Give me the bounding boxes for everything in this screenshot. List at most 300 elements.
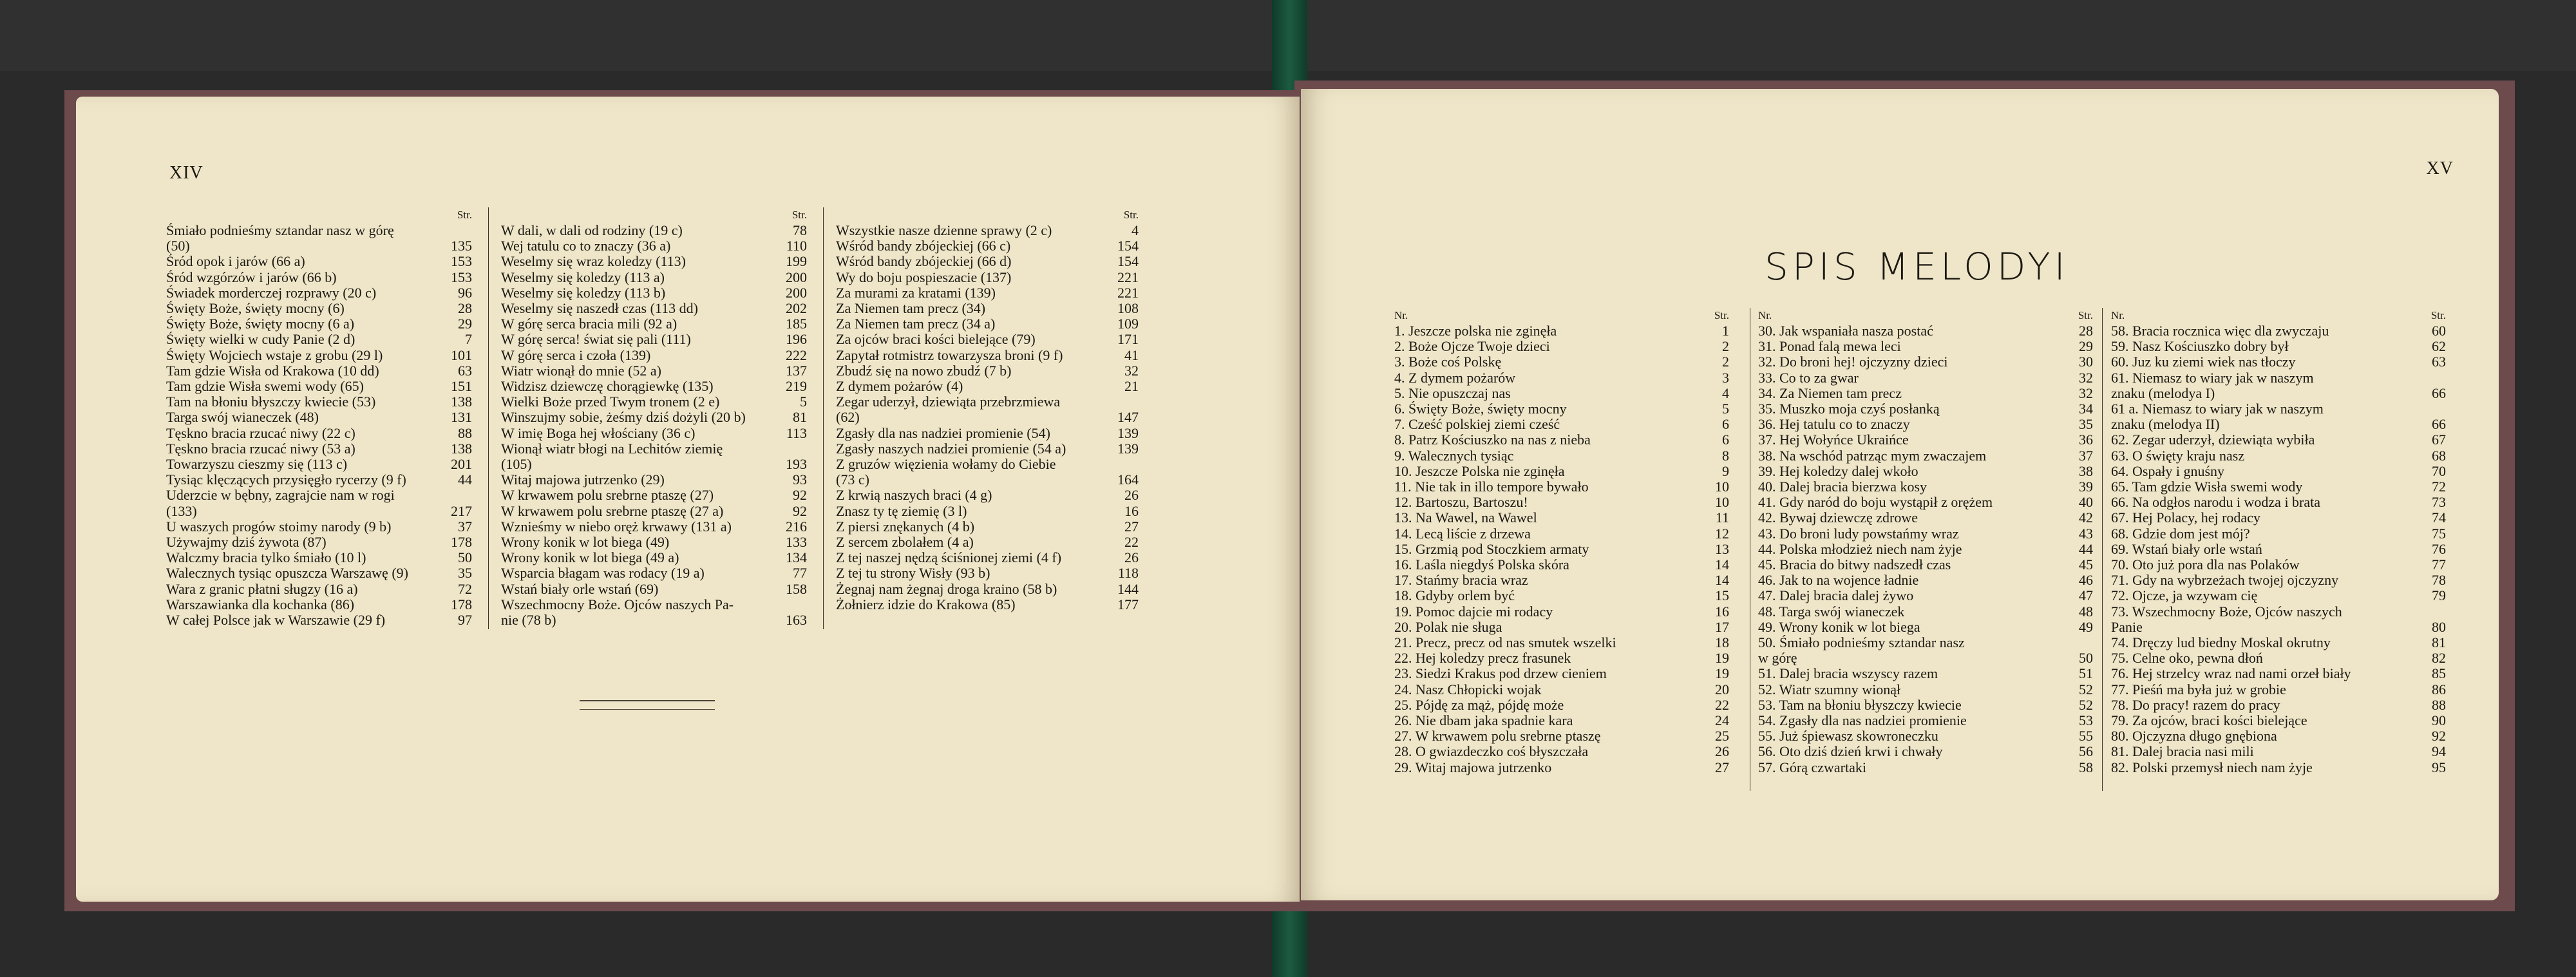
entry-page: 32 [2079, 369, 2093, 386]
entry-page: 37 [2079, 447, 2093, 464]
entry-title: Z krwią naszych braci (4 g) [836, 488, 992, 504]
entry-page: 85 [2432, 665, 2446, 682]
index-entry [501, 348, 807, 363]
index-entry [2111, 760, 2446, 775]
index-entry [501, 597, 807, 612]
index-entry [1758, 650, 2093, 666]
entry-page: 10 [1715, 494, 1729, 511]
index-entry [166, 597, 472, 612]
entry-title: Zgasły dla nas nadziei promienie (54) [836, 425, 1050, 441]
index-entry [1394, 339, 1729, 354]
entry-page: 178 [451, 596, 472, 612]
entry-page: 43 [2079, 525, 2093, 542]
index-entry [2111, 323, 2446, 339]
entry-title: Wionął wiatr błogi na Lechitów ziemię [501, 441, 723, 457]
entry-title: 50. Śmiało podnieśmy sztandar nasz [1758, 635, 1965, 651]
entry-title: Wrony konik w lot biega (49 a) [501, 550, 679, 566]
entry-title: 68. Gdzie dom jest mój? [2111, 526, 2250, 542]
entry-page: 1 [1722, 323, 1729, 339]
entry-page: 22 [1715, 696, 1729, 713]
index-entry [1394, 713, 1729, 728]
entry-page: 52 [2079, 696, 2093, 713]
index-entry [1758, 370, 2093, 386]
entry-title: Z piersi znękanych (4 b) [836, 518, 975, 535]
entry-title: Wśród bandy zbójeckiej (66 d) [836, 254, 1012, 270]
entry-title: Wara z granic płatni sługzy (16 a) [166, 581, 358, 597]
entry-page: 14 [1715, 572, 1729, 589]
entry-page: 19 [1715, 665, 1729, 682]
index-column-2 [501, 207, 807, 628]
entry-page: 15 [1715, 587, 1729, 604]
entry-title: Święty Boże, święty mocny (6 a) [166, 316, 355, 332]
entry-title: Znasz ty tę ziemię (3 l) [836, 503, 967, 519]
entry-page: 113 [786, 424, 807, 441]
index-entry [2111, 495, 2446, 510]
entry-title: 55. Już śpiewasz skowroneczku [1758, 728, 1938, 745]
col-header: Str. [1123, 209, 1139, 221]
entry-page: 171 [1117, 331, 1139, 348]
index-entry [1394, 401, 1729, 417]
entry-title: Wiatr wionął do mnie (52 a) [501, 363, 661, 379]
index-entry [1394, 635, 1729, 650]
index-entry [2111, 464, 2446, 479]
index-entry [1758, 510, 2093, 526]
index-entry [836, 348, 1139, 363]
index-entry [2111, 479, 2446, 495]
index-entry [1394, 370, 1729, 386]
col-header: Str. [457, 209, 472, 221]
entry-page: 36 [2079, 432, 2093, 448]
index-entry [501, 472, 807, 488]
index-entry [1394, 573, 1729, 588]
index-entry [836, 426, 1139, 441]
index-entry [1758, 464, 2093, 479]
index-entry [2111, 510, 2446, 526]
entry-title: Wy do boju pospieszacie (137) [836, 269, 1012, 285]
entry-page: 56 [2079, 743, 2093, 760]
index-entry [166, 316, 472, 332]
entry-title: 54. Zgasły dla nas nadziei promienie [1758, 713, 1967, 729]
index-entry [501, 363, 807, 379]
entry-page: 94 [2432, 743, 2446, 760]
index-entry [166, 363, 472, 379]
entry-title: Z gruzów więzienia wołamy do Ciebie [836, 457, 1056, 473]
entry-title: 2. Boże Ojcze Twoje dzieci [1394, 339, 1550, 355]
entry-page: 97 [458, 612, 472, 629]
entry-title: 25. Pójdę za mąż, pójdę może [1394, 697, 1564, 713]
index-entry [501, 441, 807, 457]
index-entry [1758, 682, 2093, 697]
entry-title: Winszujmy sobie, żeśmy dziś dożyli (20 b) [501, 410, 746, 426]
index-entry [166, 270, 472, 285]
entry-title: Zegar uderzył, dziewiąta przebrzmiewa [836, 394, 1061, 410]
entry-page: 52 [2079, 681, 2093, 697]
index-entry [1394, 697, 1729, 713]
index-entry [166, 348, 472, 363]
entry-page: 135 [451, 238, 472, 254]
index-entry [2111, 650, 2446, 666]
index-entry [1394, 354, 1729, 370]
index-entry [1394, 386, 1729, 401]
entry-title: Żegnaj nam żegnaj droga kraino (58 b) [836, 581, 1057, 597]
entry-title: U waszych progów stoimy narody (9 b) [166, 518, 392, 535]
entry-page: 164 [1117, 471, 1139, 488]
entry-page: 118 [1117, 565, 1139, 582]
entry-page: 96 [458, 284, 472, 301]
index-entry [1394, 666, 1729, 681]
index-entry [1394, 588, 1729, 603]
left-page [76, 97, 1300, 902]
entry-title: 80. Ojczyzna długo gnębiona [2111, 728, 2277, 745]
entry-page: 78 [2432, 572, 2446, 589]
entry-page: 66 [2432, 384, 2446, 401]
index-entry [166, 379, 472, 394]
entry-page: 68 [2432, 447, 2446, 464]
entry-title: Towarzyszu cieszmy się (113 c) [166, 457, 348, 473]
entry-page: 147 [1117, 409, 1139, 426]
decorative-rule [580, 700, 715, 701]
entry-page: 44 [2079, 540, 2093, 557]
entry-page: 28 [458, 300, 472, 317]
entry-page: 139 [1117, 440, 1139, 457]
entry-title: 57. Górą czwartaki [1758, 759, 1866, 775]
index-entry [501, 535, 807, 550]
index-entry [836, 535, 1139, 550]
entry-page: 131 [451, 409, 472, 426]
index-entry [1394, 542, 1729, 557]
entry-page: 199 [786, 253, 807, 270]
entry-page: 27 [1124, 518, 1139, 535]
index-entry [501, 301, 807, 316]
entry-page: 62 [2432, 338, 2446, 355]
index-entry [501, 223, 807, 238]
melody-column-2 [1758, 308, 2093, 775]
index-entry [1758, 713, 2093, 728]
index-entry [836, 457, 1139, 472]
index-entry [2111, 339, 2446, 354]
entry-title: 37. Hej Wołyńce Ukraińce [1758, 432, 1909, 448]
entry-page: 219 [786, 378, 807, 395]
index-entry [1394, 728, 1729, 744]
entry-page: 40 [2079, 494, 2093, 511]
index-entry [1758, 666, 2093, 681]
decorative-rule [580, 709, 715, 710]
entry-page: 221 [1117, 284, 1139, 301]
entry-title: 19. Pomoc dajcie mi rodacy [1394, 603, 1553, 620]
index-entry [2111, 417, 2446, 432]
entry-title: 72. Ojcze, ja wzywam cię [2111, 588, 2258, 604]
entry-title: 79. Za ojców, braci kości bielejące [2111, 713, 2307, 729]
entry-title: 45. Bracia do bitwy nadszedł czas [1758, 557, 1951, 573]
entry-title: 40. Dalej bracia bierzwa kosy [1758, 479, 1927, 495]
entry-title: Wszystkie nasze dzienne sprawy (2 c) [836, 223, 1052, 238]
index-entry [1758, 557, 2093, 573]
entry-page: 48 [2079, 603, 2093, 620]
page-number: XV [2426, 158, 2454, 178]
index-entry [501, 332, 807, 347]
entry-title: 16. Laśla niegdyś Polska skóra [1394, 557, 1569, 573]
entry-title: Tęskno bracia rzucać niwy (22 c) [166, 425, 355, 441]
index-column-3 [836, 207, 1139, 612]
entry-title: 73. Wszechmocny Boże, Ojców naszych [2111, 603, 2342, 620]
entry-page: 55 [2079, 728, 2093, 745]
entry-title: 24. Nasz Chłopicki wojak [1394, 681, 1542, 697]
index-entry [2111, 744, 2446, 759]
entry-page: 151 [451, 378, 472, 395]
entry-title: 59. Nasz Kościuszko dobry był [2111, 339, 2289, 355]
index-entry [166, 457, 472, 472]
entry-page: 25 [1715, 728, 1729, 745]
index-entry [1394, 495, 1729, 510]
entry-title: 9. Walecznych tysiąc [1394, 448, 1514, 464]
entry-title: Używajmy dziś żywota (87) [166, 535, 327, 551]
entry-page: 88 [458, 424, 472, 441]
str-header: Str. [1714, 309, 1729, 321]
index-entry [1758, 697, 2093, 713]
index-column-1 [166, 207, 472, 628]
index-entry [2111, 526, 2446, 542]
entry-title: 66. Na odgłos narodu i wodza i brata [2111, 495, 2321, 511]
index-entry [1758, 620, 2093, 635]
entry-title: W imię Boga hej włościany (36 c) [501, 425, 696, 441]
entry-title: Wielki Boże przed Twym tronem (2 e) [501, 394, 720, 410]
entry-page: 67 [2432, 432, 2446, 448]
entry-page: 163 [786, 612, 807, 629]
entry-title: 51. Dalej bracia wszyscy razem [1758, 666, 1938, 682]
entry-title: 34. Za Niemen tam precz [1758, 385, 1902, 401]
entry-title: Tysiąc klęczących przysięgło rycerzy (9 f) [166, 472, 406, 488]
entry-page: 110 [786, 238, 807, 254]
entry-page: 34 [2079, 401, 2093, 417]
melody-column-3 [2111, 308, 2446, 775]
index-entry [1758, 573, 2093, 588]
entry-page: 6 [1722, 432, 1729, 448]
index-entry [1394, 650, 1729, 666]
entry-title: 53. Tam na błoniu błyszczy kwiecie [1758, 697, 1962, 713]
index-entry [166, 582, 472, 597]
entry-page: 63 [2432, 354, 2446, 370]
entry-page: 74 [2432, 509, 2446, 526]
entry-title: 60. Juz ku ziemi wiek nas tłoczy [2111, 354, 2296, 370]
entry-page: 26 [1124, 549, 1139, 566]
entry-page: 196 [786, 331, 807, 348]
index-entry [501, 394, 807, 410]
entry-page: 158 [786, 580, 807, 597]
entry-page: 138 [451, 440, 472, 457]
entry-title: Panie [2111, 619, 2143, 635]
entry-title: (105) [501, 457, 532, 473]
index-entry [2111, 542, 2446, 557]
entry-page: 37 [458, 518, 472, 535]
entry-title: 77. Pieśń ma była już w grobie [2111, 681, 2286, 697]
entry-title: Z tej naszej nędzą ściśnionej ziemi (4 f) [836, 550, 1062, 566]
entry-title: w górę [1758, 650, 1797, 667]
entry-title: 41. Gdy naród do boju wystąpił z orężem [1758, 495, 1993, 511]
entry-page: 79 [2432, 587, 2446, 604]
entry-page: 9 [1722, 462, 1729, 479]
index-entry [501, 379, 807, 394]
entry-title: Śmiało podnieśmy sztandar nasz w górę [166, 223, 394, 238]
index-entry [1394, 526, 1729, 542]
entry-title: Za Niemen tam precz (34 a) [836, 316, 996, 332]
entry-page: 58 [2079, 759, 2093, 775]
entry-page: 66 [2432, 416, 2446, 433]
index-entry [166, 472, 472, 488]
entry-title: Śród wzgórzów i jarów (66 b) [166, 269, 337, 285]
entry-title: Targa swój wianeczek (48) [166, 410, 319, 426]
entry-title: Zgasły naszych nadziei promienie (54 a) [836, 441, 1066, 457]
entry-page: 153 [451, 253, 472, 270]
entry-title: Świadek morderczej rozprawy (20 c) [166, 285, 377, 301]
index-entry [1394, 464, 1729, 479]
index-entry [1394, 620, 1729, 635]
entry-page: 6 [1722, 416, 1729, 433]
entry-page: 20 [1715, 681, 1729, 697]
entry-page: 46 [2079, 572, 2093, 589]
entry-title: 78. Do pracy! razem do pracy [2111, 697, 2280, 713]
index-entry [836, 270, 1139, 285]
index-entry [2111, 573, 2446, 588]
index-entry [2111, 588, 2446, 603]
entry-title: 81. Dalej bracia nasi mili [2111, 744, 2254, 760]
entry-page [1135, 394, 1139, 410]
index-entry [1394, 417, 1729, 432]
index-entry [501, 426, 807, 441]
entry-page: 144 [1117, 580, 1139, 597]
index-entry [1758, 588, 2093, 603]
entry-page: 108 [1117, 300, 1139, 317]
index-entry [166, 612, 472, 628]
entry-title: 22. Hej koledzy precz frasunek [1394, 650, 1571, 667]
index-entry [1758, 635, 2093, 650]
index-entry [2111, 432, 2446, 448]
entry-page: 21 [1124, 378, 1139, 395]
entry-title: W górę serca! świat się pali (111) [501, 332, 691, 348]
entry-page: 138 [451, 394, 472, 410]
index-entry [166, 394, 472, 410]
entry-page: 8 [1722, 447, 1729, 464]
entry-title: 23. Siedzi Krakus pod drzew cieniem [1394, 666, 1607, 682]
entry-page: 10 [1715, 479, 1729, 495]
entry-page: 88 [2432, 696, 2446, 713]
index-entry [836, 363, 1139, 379]
index-entry [501, 285, 807, 301]
entry-title: W krwawem polu srebrne ptaszę (27 a) [501, 503, 724, 519]
entry-title: Za murami za kratami (139) [836, 285, 996, 301]
index-entry [1394, 323, 1729, 339]
entry-title: 69. Wstań biały orle wstań [2111, 541, 2262, 557]
entry-page: 42 [2079, 509, 2093, 526]
index-entry [1758, 760, 2093, 775]
entry-page: 5 [800, 394, 807, 410]
index-entry [836, 488, 1139, 503]
entry-page: 4 [1722, 384, 1729, 401]
entry-page: 72 [2432, 479, 2446, 495]
entry-page: 202 [786, 300, 807, 317]
entry-page: 86 [2432, 681, 2446, 697]
entry-title: Wrony konik w lot biega (49) [501, 535, 670, 551]
entry-page: 16 [1715, 603, 1729, 620]
entry-title: Za ojców braci kości bielejące (79) [836, 332, 1036, 348]
index-entry [2111, 386, 2446, 401]
entry-page: 92 [2432, 728, 2446, 745]
entry-page: 29 [2079, 338, 2093, 355]
entry-page: 30 [2079, 354, 2093, 370]
index-entry [166, 332, 472, 347]
str-header: Str. [2078, 309, 2093, 321]
index-entry [1758, 728, 2093, 744]
index-entry [166, 565, 472, 581]
entry-page: 3 [1722, 369, 1729, 386]
index-entry [1394, 510, 1729, 526]
entry-title: 12. Bartoszu, Bartoszu! [1394, 495, 1528, 511]
entry-title: Z tej tu strony Wisły (93 b) [836, 565, 990, 582]
entry-title: 65. Tam gdzie Wisła swemi wody [2111, 479, 2303, 495]
entry-page: 51 [2079, 665, 2093, 682]
index-entry [501, 270, 807, 285]
index-entry [1758, 495, 2093, 510]
index-entry [501, 238, 807, 254]
index-entry [1394, 479, 1729, 495]
page-title: SPIS MELODYI [1765, 245, 2069, 289]
entry-title: 47. Dalej bracia dalej żywo [1758, 588, 1914, 604]
page-number: XIV [169, 163, 204, 183]
entry-page: 221 [1117, 269, 1139, 285]
entry-page: 78 [793, 222, 807, 238]
index-entry [501, 316, 807, 332]
index-entry [501, 550, 807, 565]
column-divider [2102, 308, 2103, 791]
index-entry [1758, 339, 2093, 354]
entry-title: 18. Gdyby orlem być [1394, 588, 1515, 604]
entry-title: (73 c) [836, 472, 869, 488]
entry-title: Święty wielki w cudy Panie (2 d) [166, 332, 355, 348]
entry-page: 35 [2079, 416, 2093, 433]
entry-title: Warszawianka dla kochanka (86) [166, 596, 355, 612]
entry-page: 5 [1722, 401, 1729, 417]
entry-page: 93 [793, 471, 807, 488]
entry-title: 5. Nie opuszczaj nas [1394, 385, 1511, 401]
index-entry [1758, 744, 2093, 759]
entry-page: 90 [2432, 712, 2446, 729]
entry-title: Zapytał rotmistrz towarzysza broni (9 f) [836, 347, 1063, 363]
entry-title: 26. Nie dbam jaka spadnie kara [1394, 713, 1573, 729]
index-entry [166, 519, 472, 535]
entry-page: 49 [2079, 618, 2093, 635]
entry-title: Wstań biały orle wstań (69) [501, 581, 659, 597]
entry-title: 82. Polski przemysł niech nam żyje [2111, 759, 2313, 775]
entry-page: 12 [1715, 525, 1729, 542]
entry-page [2442, 604, 2446, 620]
entry-title: znaku (melodya II) [2111, 417, 2220, 433]
index-entry [836, 379, 1139, 394]
entry-title: Wsparcia błagam was rodacy (19 a) [501, 565, 705, 582]
entry-page: 4 [1132, 222, 1139, 238]
entry-title: Tam gdzie Wisła swemi wody (65) [166, 379, 364, 395]
entry-title: 75. Celne oko, pewna dłoń [2111, 650, 2263, 667]
index-entry [166, 301, 472, 316]
index-entry [2111, 354, 2446, 370]
nr-header: Nr. [1758, 309, 1772, 321]
entry-title: 31. Ponad falą mewa leci [1758, 339, 1901, 355]
index-entry [836, 394, 1139, 410]
entry-title: W krwawem polu srebrne ptaszę (27) [501, 488, 714, 504]
entry-title: 7. Cześć polskiej ziemi cześć [1394, 417, 1560, 433]
entry-title: (62) [836, 410, 860, 426]
entry-page: 28 [2079, 323, 2093, 339]
entry-page: 75 [2432, 525, 2446, 542]
index-entry [836, 223, 1139, 238]
